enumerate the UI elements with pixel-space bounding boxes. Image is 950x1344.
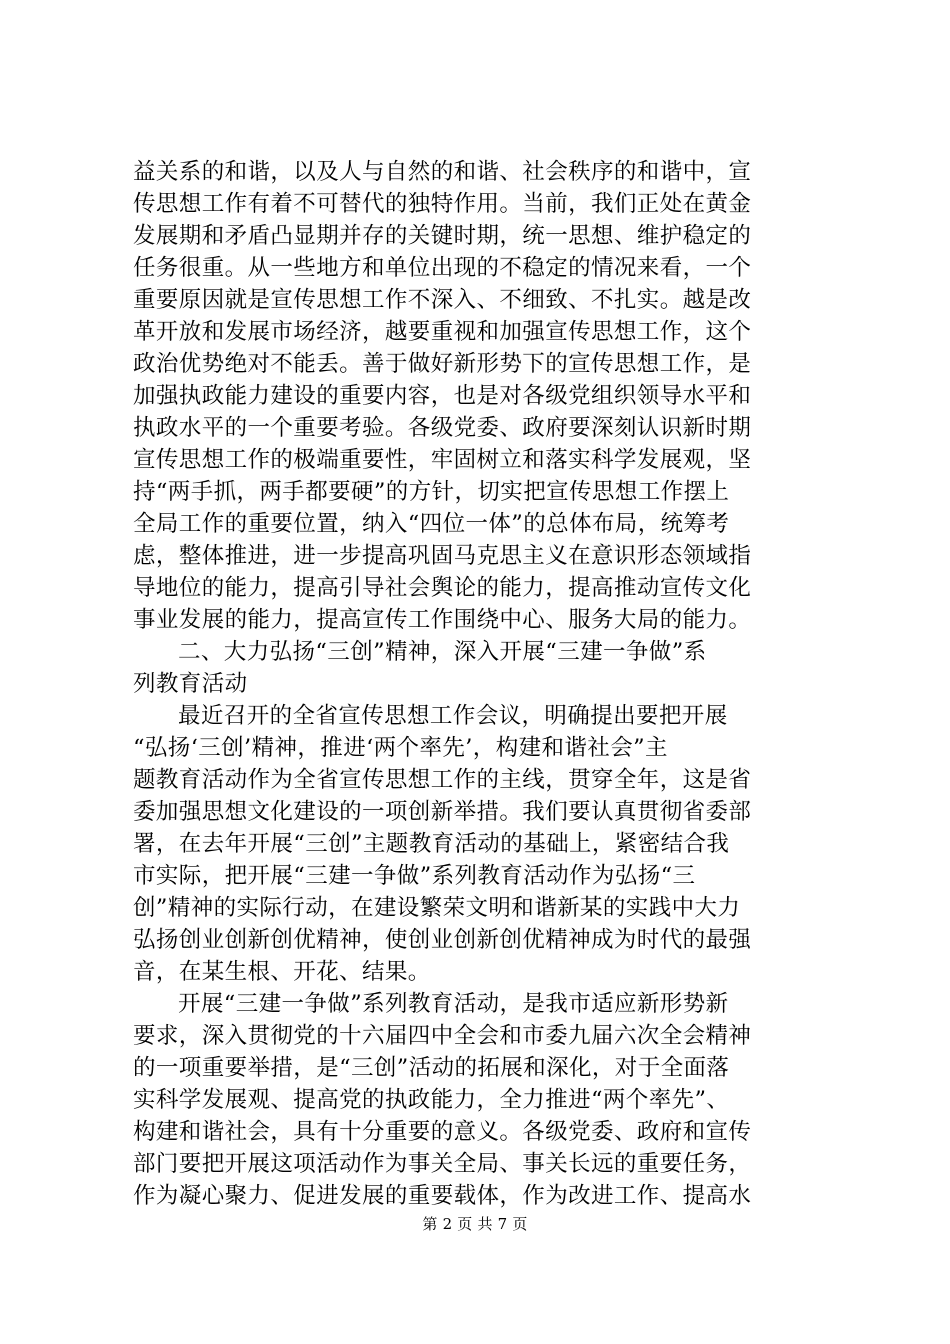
- text-line: 的一项重要举措，是“三创”活动的拓展和深化，对于全面落: [133, 1055, 730, 1081]
- text-line: 重要原因就是宣传思想工作不深入、不细致、不扎实。越是改: [133, 287, 752, 313]
- text-line: 最近召开的全省宣传思想工作会议，明确提出要把开展: [178, 703, 728, 729]
- document-body: [133, 156, 825, 1212]
- text-line: “弘扬‘三创’精神，推进‘两个率先’，构建和谐社会”主: [133, 735, 668, 761]
- text-line: 持“两手抓，两手都要硬”的方针，切实把宣传思想工作摆上: [133, 479, 730, 505]
- page-footer: 第 2 页 共 7 页: [422, 1215, 528, 1233]
- text-line: 市实际，把开展“三建一争做”系列教育活动作为弘扬“三: [133, 863, 696, 889]
- text-line: 政治优势绝对不能丢。善于做好新形势下的宣传思想工作，是: [133, 351, 752, 377]
- text-line: 全局工作的重要位置，纳入“四位一体”的总体布局，统筹考: [133, 511, 730, 537]
- text-line: 宣传思想工作的极端重要性，牢固树立和落实科学发展观，坚: [133, 447, 752, 473]
- text-line: 发展期和矛盾凸显期并存的关键时期，统一思想、维护稳定的: [133, 223, 752, 249]
- text-line: 要求，深入贯彻党的十六届四中全会和市委九届六次全会精神: [133, 1023, 752, 1049]
- text-line: 委加强思想文化建设的一项创新举措。我们要认真贯彻省委部: [133, 799, 752, 825]
- text-line: 传思想工作有着不可替代的独特作用。当前，我们正处在黄金: [133, 191, 752, 217]
- text-line: 署，在去年开展“三创”主题教育活动的基础上，紧密结合我: [133, 831, 730, 857]
- text-line: 实科学发展观、提高党的执政能力，全力推进“两个率先”、: [133, 1087, 730, 1113]
- text-line: 音，在某生根、开花、结果。: [133, 959, 431, 985]
- text-line: 题教育活动作为全省宣传思想工作的主线，贯穿全年，这是省: [133, 767, 752, 793]
- text-line: 执政水平的一个重要考验。各级党委、政府要深刻认识新时期: [133, 415, 752, 441]
- text-line: 虑，整体推进，进一步提高巩固马克思主义在意识形态领域指: [133, 543, 752, 569]
- text-line: 构建和谐社会，具有十分重要的意义。各级党委、政府和宣传: [133, 1119, 752, 1145]
- text-line: 列教育活动: [133, 671, 248, 697]
- text-line: 开展“三建一争做”系列教育活动，是我市适应新形势新: [178, 991, 729, 1017]
- text-line: 二、大力弘扬“三创”精神，深入开展“三建一争做”系: [178, 639, 707, 665]
- text-line: 部门要把开展这项活动作为事关全局、事关长远的重要任务，: [133, 1151, 752, 1177]
- text-line: 任务很重。从一些地方和单位出现的不稳定的情况来看，一个: [133, 255, 752, 281]
- text-line: 事业发展的能力，提高宣传工作围绕中心、服务大局的能力。: [133, 607, 752, 633]
- text-line: 加强执政能力建设的重要内容，也是对各级党组织领导水平和: [133, 383, 752, 409]
- text-line: 作为凝心聚力、促进发展的重要载体，作为改进工作、提高水: [133, 1183, 752, 1209]
- text-line: 益关系的和谐，以及人与自然的和谐、社会秩序的和谐中，宣: [133, 159, 752, 185]
- text-line: 革开放和发展市场经济，越要重视和加强宣传思想工作，这个: [133, 319, 752, 345]
- text-line: 弘扬创业创新创优精神，使创业创新创优精神成为时代的最强: [133, 927, 752, 953]
- text-line: 导地位的能力，提高引导社会舆论的能力，提高推动宣传文化: [133, 575, 752, 601]
- text-line: 创”精神的实际行动，在建设繁荣文明和谐新某的实践中大力: [133, 895, 741, 921]
